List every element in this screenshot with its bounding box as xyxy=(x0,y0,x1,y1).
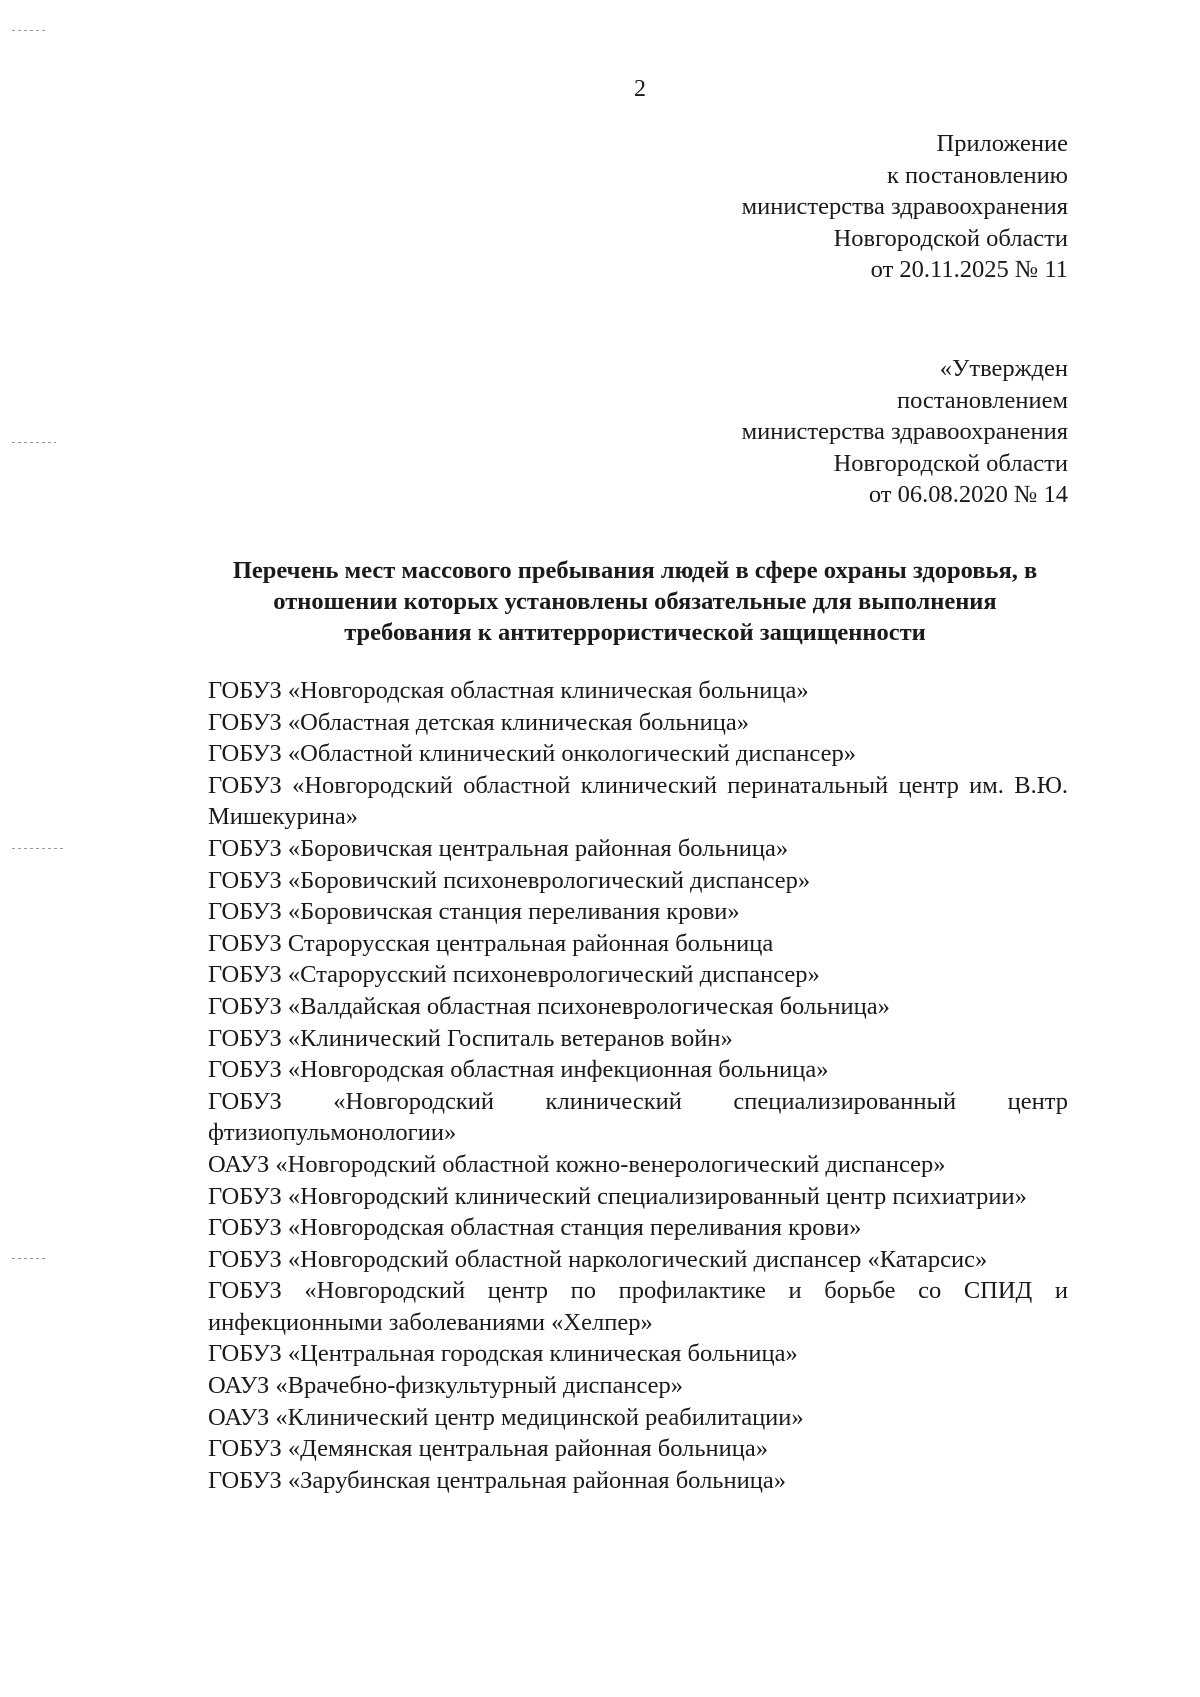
scan-artifact xyxy=(12,848,64,849)
appendix-header xyxy=(742,128,1068,286)
approval-line: от 06.08.2020 № 14 xyxy=(868,481,1068,508)
list-item: ГОБУЗ «Новгородский центр по профилактике и борьбе со СПИД и инфекционными заболеваниями «Хелпер» xyxy=(208,1277,1068,1336)
list-item: ГОБУЗ «Валдайская областная психоневрологическая больница» xyxy=(208,992,890,1020)
scan-artifact xyxy=(12,1258,48,1259)
list-item: ГОБУЗ «Новгородская областная станция переливания крови» xyxy=(208,1214,862,1242)
list-item: ГОБУЗ Старорусская центральная районная больница xyxy=(208,929,774,957)
list-item: ГОБУЗ «Новгородская областная инфекционная больница» xyxy=(208,1056,829,1084)
scan-artifact xyxy=(12,30,46,31)
list-item: ОАУЗ «Клинический центр медицинской реабилитации» xyxy=(208,1403,804,1431)
appendix-line: к постановлению xyxy=(887,161,1068,189)
list-item: ГОБУЗ «Боровичская станция переливания крови» xyxy=(208,898,740,926)
approval-stamp xyxy=(742,353,1068,511)
list-item: ГОБУЗ «Новгородская областная клиническая больница» xyxy=(208,677,809,704)
approval-line: министерства здравоохранения xyxy=(741,418,1068,445)
list-item: ГОБУЗ «Клинический Госпиталь ветеранов войн» xyxy=(208,1024,733,1052)
list-item: ГОБУЗ «Областной клинический онкологический диспансер» xyxy=(208,740,856,768)
list-item: ГОБУЗ «Новгородский клинический специализированный центр фтизиопульмонологии» xyxy=(208,1087,1068,1147)
list-item: ГОБУЗ «Демянская центральная районная больница» xyxy=(208,1435,769,1463)
organization-list xyxy=(208,675,1068,1496)
list-item: ОАУЗ «Новгородский областной кожно-венерологический диспансер» xyxy=(208,1150,946,1178)
appendix-line: министерства здравоохранения xyxy=(741,193,1068,220)
page-number: 2 xyxy=(634,76,646,102)
title-line: отношении которых установлены обязательные для выполнения xyxy=(273,588,997,615)
list-item: ГОБУЗ «Областная детская клиническая больница» xyxy=(208,708,749,736)
list-item: ГОБУЗ «Боровичский психоневрологический диспансер» xyxy=(208,866,811,894)
list-item: ГОБУЗ «Новгородский областной клинический перинатальный центр им. В.Ю. Мишекурина» xyxy=(208,771,1068,831)
title-line: Перечень мест массового пребывания людей в сфере охраны здоровья, в xyxy=(232,557,1038,584)
list-item: ОАУЗ «Врачебно-физкультурный диспансер» xyxy=(208,1372,683,1400)
list-item: ГОБУЗ «Центральная городская клиническая больница» xyxy=(208,1340,798,1368)
approval-line: Новгородской области xyxy=(833,449,1068,477)
list-item: ГОБУЗ «Старорусский психоневрологический диспансер» xyxy=(208,961,820,989)
approval-line: «Утвержден xyxy=(939,355,1068,382)
scan-artifact xyxy=(12,442,56,443)
appendix-line: Приложение xyxy=(936,130,1068,157)
title-line: требования к антитеррористической защищенности xyxy=(344,619,926,646)
list-item: ГОБУЗ «Зарубинская центральная районная больница» xyxy=(208,1466,786,1494)
approval-line: постановлением xyxy=(896,386,1068,414)
list-item: ГОБУЗ «Новгородский областной наркологический диспансер «Катарсис» xyxy=(208,1245,988,1273)
document-title xyxy=(200,555,1070,648)
list-item: ГОБУЗ «Боровичская центральная районная больница» xyxy=(208,834,789,862)
list-item: ГОБУЗ «Новгородский клинический специализированный центр психиатрии» xyxy=(208,1182,1027,1210)
appendix-line: Новгородской области xyxy=(833,224,1068,252)
appendix-line: от 20.11.2025 № 11 xyxy=(870,256,1068,283)
